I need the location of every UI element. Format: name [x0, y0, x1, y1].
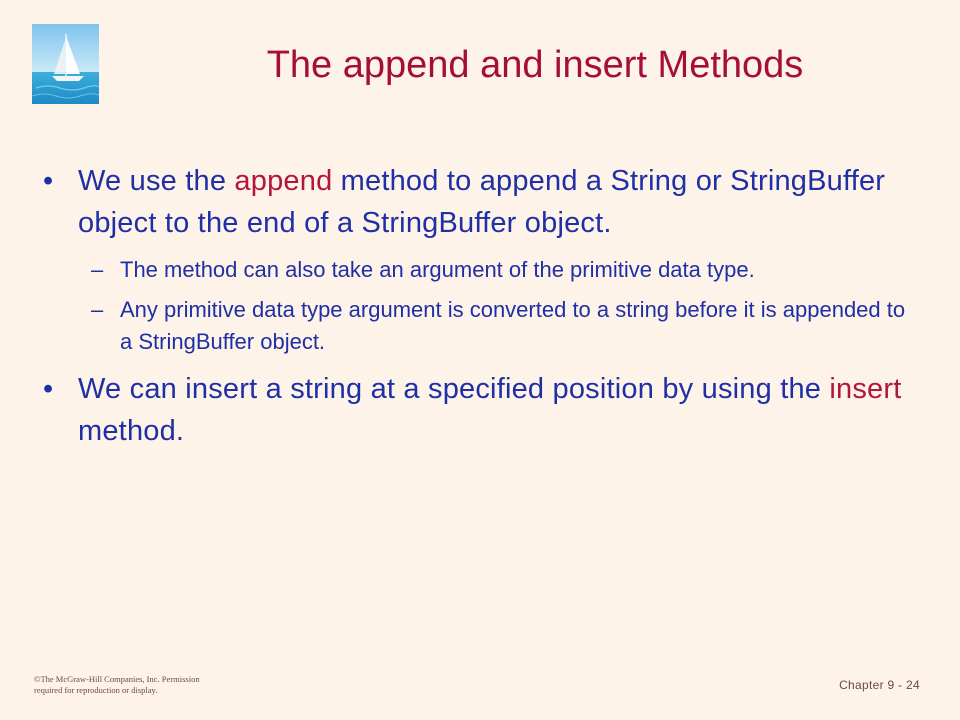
bullet-text: method. [78, 415, 185, 447]
bullet-insert [40, 368, 920, 452]
copyright-line: required for reproduction or display. [34, 684, 158, 695]
slide-content [40, 160, 920, 452]
sub-bullet-primitive [40, 254, 920, 286]
bullet-marker: • [43, 373, 54, 405]
bullet-text: We use the [78, 165, 235, 197]
slide-title: The append and insert Methods [266, 44, 804, 86]
bullet-text: method to append a String or StringBuffer object to the end of a StringBuffer object. [78, 165, 886, 239]
sub-bullet-conversion [40, 294, 920, 358]
keyword-insert: insert [829, 373, 902, 405]
sailboat-photo-icon [32, 24, 99, 104]
sub-bullet-text: The method can also take an argument of the primitive data type. [120, 257, 755, 282]
bullet-append [40, 160, 920, 244]
keyword-append: append [234, 165, 333, 197]
bullet-marker: • [43, 165, 54, 197]
bullet-text: We can insert a string at a specified position by using the [78, 373, 830, 405]
copyright-line: ©The McGraw-Hill Companies, Inc. Permission [34, 674, 200, 684]
copyright-notice [34, 674, 264, 695]
sub-bullet-marker: – [91, 257, 104, 282]
sub-bullet-marker: – [91, 297, 104, 322]
page-number: Chapter 9 - 24 [839, 678, 920, 692]
sub-bullet-text: Any primitive data type argument is converted to a string before it is appended to a StringBuffer object. [120, 297, 906, 354]
